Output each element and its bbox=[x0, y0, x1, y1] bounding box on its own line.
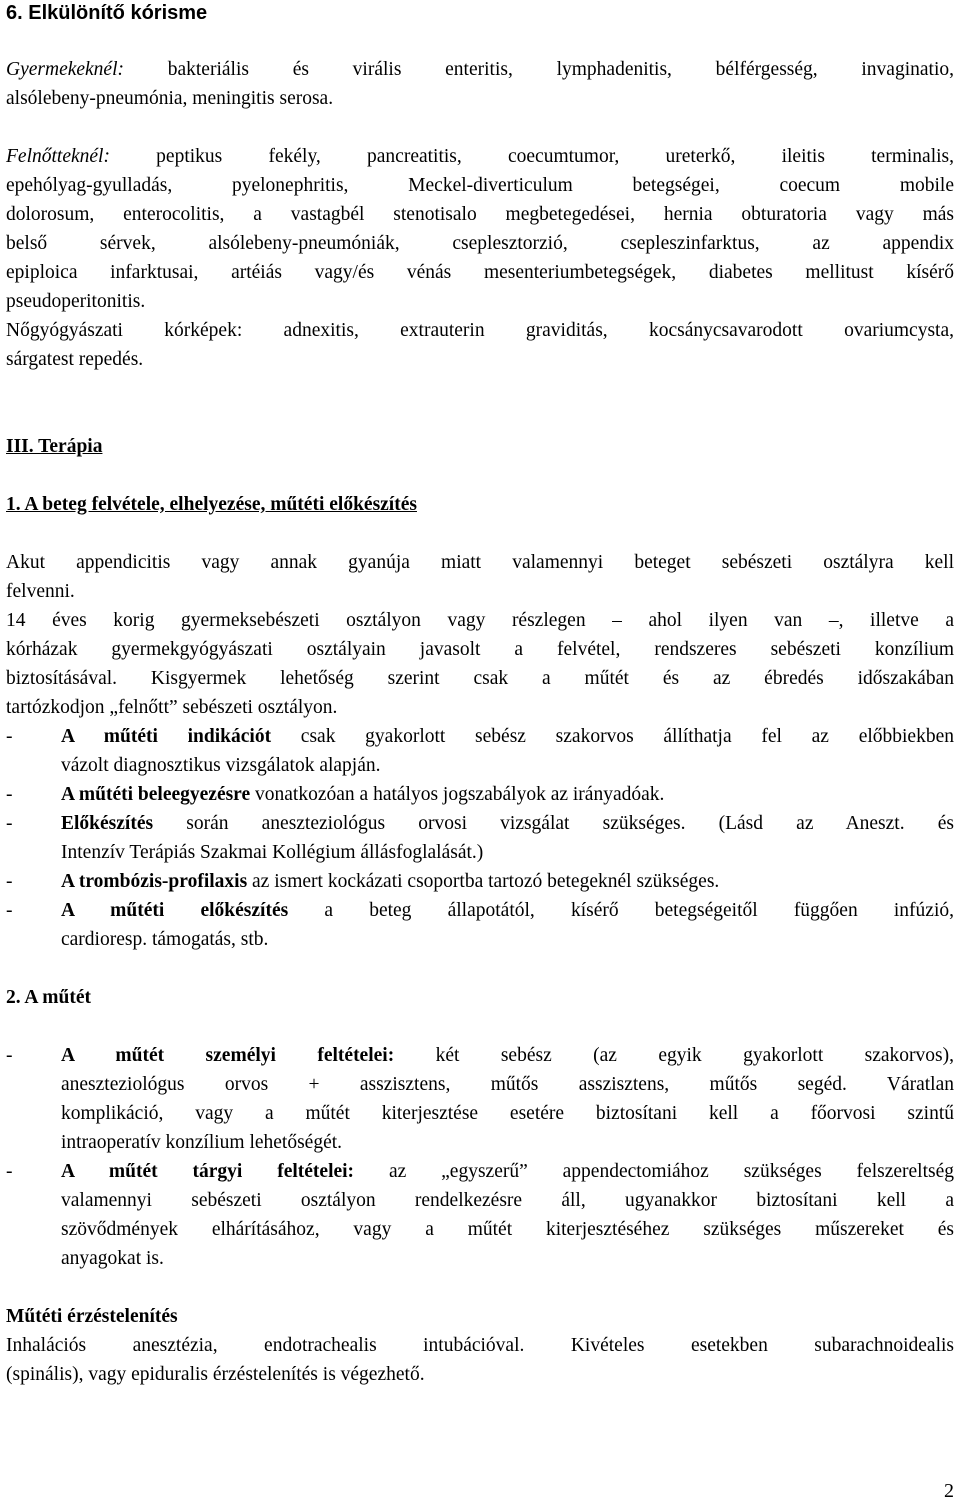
bullet-dash: - bbox=[6, 813, 13, 834]
therapy-title: III. Terápia bbox=[6, 436, 103, 457]
p2-line-2: kórházak gyermekgyógyászati osztályain javasolt a felvétel, rendszeres sebészeti konzílium bbox=[6, 639, 954, 660]
p1-line-1: Akut appendicitis vagy annak gyanúja miatt valamennyi beteget sebészeti osztályra kell bbox=[6, 552, 954, 573]
personnel-line-1: A műtét személyi feltételei: két sebész (az egyik gyakorlott szakorvos), bbox=[61, 1045, 955, 1066]
section-title: 6. Elkülönítő kórisme bbox=[6, 2, 208, 24]
adults-line-6: pseudoperitonitis. bbox=[6, 291, 146, 312]
bullet-5-line-1: A műtéti előkészítés a beteg állapotától, kísérő betegségeitől függően infúzió, bbox=[61, 900, 954, 921]
p2-line-4: tartózkodjon „felnőtt” sebészeti osztályon. bbox=[6, 697, 338, 718]
children-line-2: alsólebeny-pneumónia, meningitis serosa. bbox=[6, 88, 334, 109]
bullet-1-line-2: vázolt diagnosztikus vizsgálatok alapján. bbox=[61, 755, 381, 776]
bullet-dash: - bbox=[6, 1045, 13, 1066]
bullet-5-line-2: cardioresp. támogatás, stb. bbox=[61, 929, 269, 950]
adults-line-4: belső sérvek, alsólebeny-pneumóniák, cseplesztorzió, csepleszinfarktus, az appendix bbox=[6, 233, 954, 254]
adults-line-3: dolorosum, enterocolitis, a vastagbél stenotisalo megbetegedései, hernia obturatoria vagy más bbox=[6, 204, 954, 225]
anesthesia-line-2: (spinális), vagy epiduralis érzéstelenítés is végezhető. bbox=[6, 1364, 425, 1385]
p2-line-3: biztosításával. Kisgyermek lehetőség szerint csak a műtét és az ébredés időszakában bbox=[6, 668, 954, 689]
bullet-dash: - bbox=[6, 1161, 13, 1182]
anesthesia-title: Műtéti érzéstelenítés bbox=[6, 1306, 178, 1327]
p1-line-2: felvenni. bbox=[6, 581, 75, 602]
adults-line-1: Felnőtteknél: peptikus fekély, pancreatitis, coecumtumor, ureterkő, ileitis terminalis, bbox=[6, 146, 954, 167]
bullet-4-line-1: A trombózis-profilaxis az ismert kockázati csoportba tartozó betegeknél szükséges. bbox=[61, 871, 720, 892]
bullet-dash: - bbox=[6, 871, 13, 892]
bullet-1-line-1: A műtéti indikációt csak gyakorlott sebész szakorvos állíthatja fel az előbbiekben bbox=[61, 726, 954, 747]
bullet-dash: - bbox=[6, 784, 13, 805]
adults-line-2: epehólyag-gyulladás, pyelonephritis, Meckel-diverticulum betegségei, coecum mobile bbox=[6, 175, 954, 196]
subsection-2-title: 2. A műtét bbox=[6, 987, 92, 1008]
subsection-1-title: 1. A beteg felvétele, elhelyezése, műtéti előkészítés bbox=[6, 494, 417, 515]
personnel-line-2: aneszteziológus orvos + asszisztens, műtős asszisztens, műtős segéd. Váratlan bbox=[61, 1074, 954, 1095]
equipment-line-1: A műtét tárgyi feltételei: az „egyszerű” appendectomiához szükséges felszereltség bbox=[61, 1161, 955, 1182]
adults-line-5: epiploica infarktusai, artéiás vagy/és vénás mesenteriumbetegségek, diabetes mellitust kísérő bbox=[6, 262, 954, 283]
adults-label: Felnőtteknél: bbox=[6, 146, 110, 167]
bullet-dash: - bbox=[6, 900, 13, 921]
personnel-line-4: intraoperatív konzílium lehetőségét. bbox=[61, 1132, 343, 1153]
anesthesia-line-1: Inhalációs anesztézia, endotrachealis intubációval. Kivételes esetekben subarachnoidealis bbox=[6, 1335, 954, 1356]
children-label: Gyermekeknél: bbox=[6, 59, 124, 80]
bullet-dash: - bbox=[6, 726, 13, 747]
personnel-line-3: komplikáció, vagy a műtét kiterjesztése esetére biztosítani kell a főorvosi szintű bbox=[61, 1103, 954, 1124]
gyn-line-2: sárgatest repedés. bbox=[6, 349, 144, 370]
page-number: 2 bbox=[944, 1480, 954, 1502]
equipment-line-3: szövődmények elhárításához, vagy a műtét kiterjesztéséhez szükséges műszereket és bbox=[61, 1219, 954, 1240]
equipment-line-2: valamennyi sebészeti osztályon rendelkezésre áll, ugyanakkor biztosítani kell a bbox=[61, 1190, 954, 1211]
bullet-2-line-1: A műtéti beleegyezésre vonatkozóan a hatályos jogszabályok az irányadóak. bbox=[61, 784, 665, 805]
children-line-1: Gyermekeknél: bakteriális és virális enteritis, lymphadenitis, bélférgesség, invaginatio, bbox=[6, 59, 954, 80]
equipment-line-4: anyagokat is. bbox=[61, 1248, 164, 1269]
p2-line-1: 14 éves korig gyermeksebészeti osztályon vagy részlegen – ahol ilyen van –, illetve a bbox=[6, 610, 954, 631]
gyn-line-1: Nőgyógyászati kórképek: adnexitis, extrauterin graviditás, kocsánycsavarodott ovariumcysta, bbox=[6, 320, 954, 341]
bullet-3-line-2: Intenzív Terápiás Szakmai Kollégium állásfoglalását.) bbox=[61, 842, 484, 863]
bullet-3-line-1: Előkészítés során aneszteziológus orvosi vizsgálat szükséges. (Lásd az Aneszt. és bbox=[61, 813, 954, 834]
